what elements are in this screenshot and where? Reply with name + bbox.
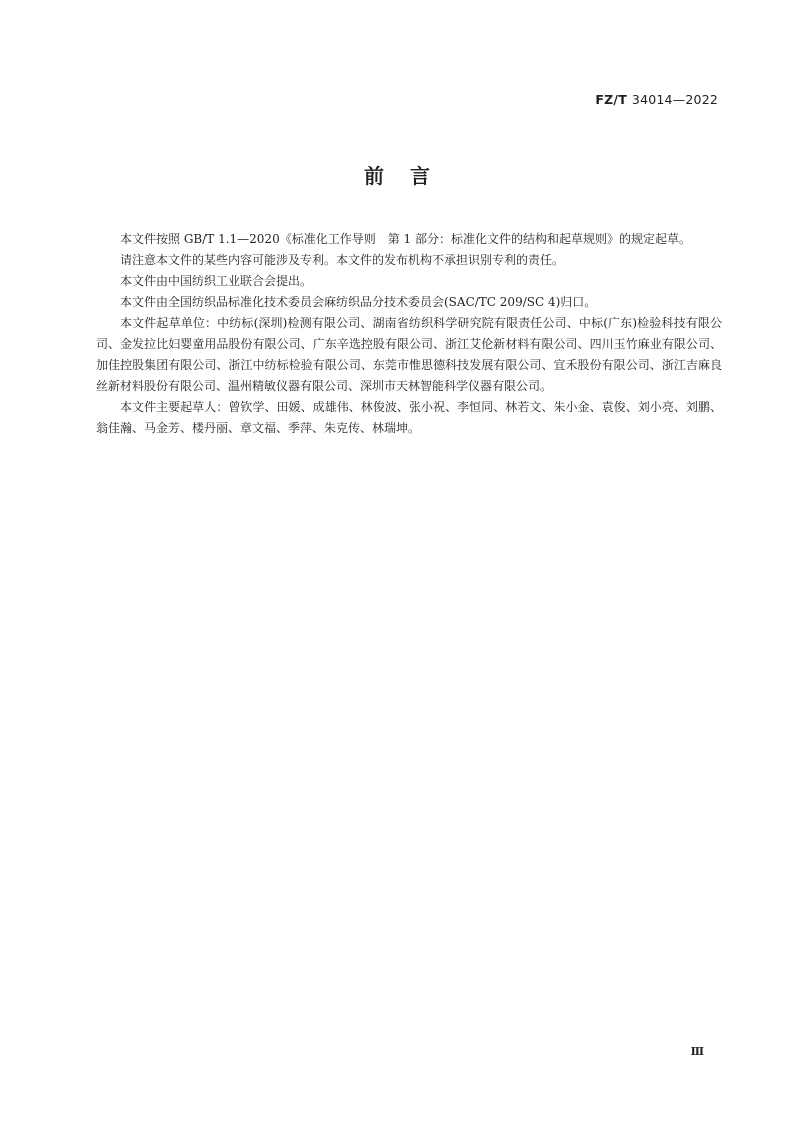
standard-code xyxy=(595,92,718,107)
paragraph-proposer: 本文件由中国纺织工业联合会提出。 xyxy=(120,274,313,288)
page-title: 前言 xyxy=(364,164,456,188)
paragraph-patent-notice: 请注意本文件的某些内容可能涉及专利。本文件的发布机构不承担识别专利的责任。 xyxy=(120,253,565,267)
paragraph-drafting-organizations: 本文件起草单位：中纺标(深圳)检测有限公司、湖南省纺织科学研究院有限责任公司、中标(广东)检验科技有限公司、金发拉比妇婴童用品股份有限公司、广东辛选控股有限公司、浙江艾伦新材料有限公司、四川玉竹麻业有限公司、加佳控股集团有限公司、浙江中纺标检验有限公司、东莞市惟思德科技发展有限公司、宜禾股份有限公司、浙江吉麻良丝新材料股份有限公司、温州精敏仪器有限公司、深圳市天林智能科学仪器有限公司。 xyxy=(96,316,722,393)
page-number: Ⅲ xyxy=(690,1045,704,1058)
paragraph-drafters: 本文件主要起草人：曾钦学、田媛、成雄伟、林俊波、张小祝、李恒同、林若文、朱小金、袁俊、刘小亮、刘鹏、翁佳瀚、马金芳、楼丹丽、章文福、季萍、朱克传、林瑞坤。 xyxy=(96,400,722,435)
standard-number: 34014—2022 xyxy=(631,92,718,107)
paragraph-technical-committee: 本文件由全国纺织品标准化技术委员会麻纺织品分技术委员会(SAC/TC 209/SC 4)归口。 xyxy=(120,295,597,309)
foreword-body xyxy=(96,229,722,439)
paragraph-drafting-rules: 本文件按照 GB/T 1.1—2020《标准化工作导则 第 1 部分：标准化文件的结构和起草规则》的规定起草。 xyxy=(120,232,691,246)
standard-prefix: FZ/T xyxy=(595,92,627,107)
